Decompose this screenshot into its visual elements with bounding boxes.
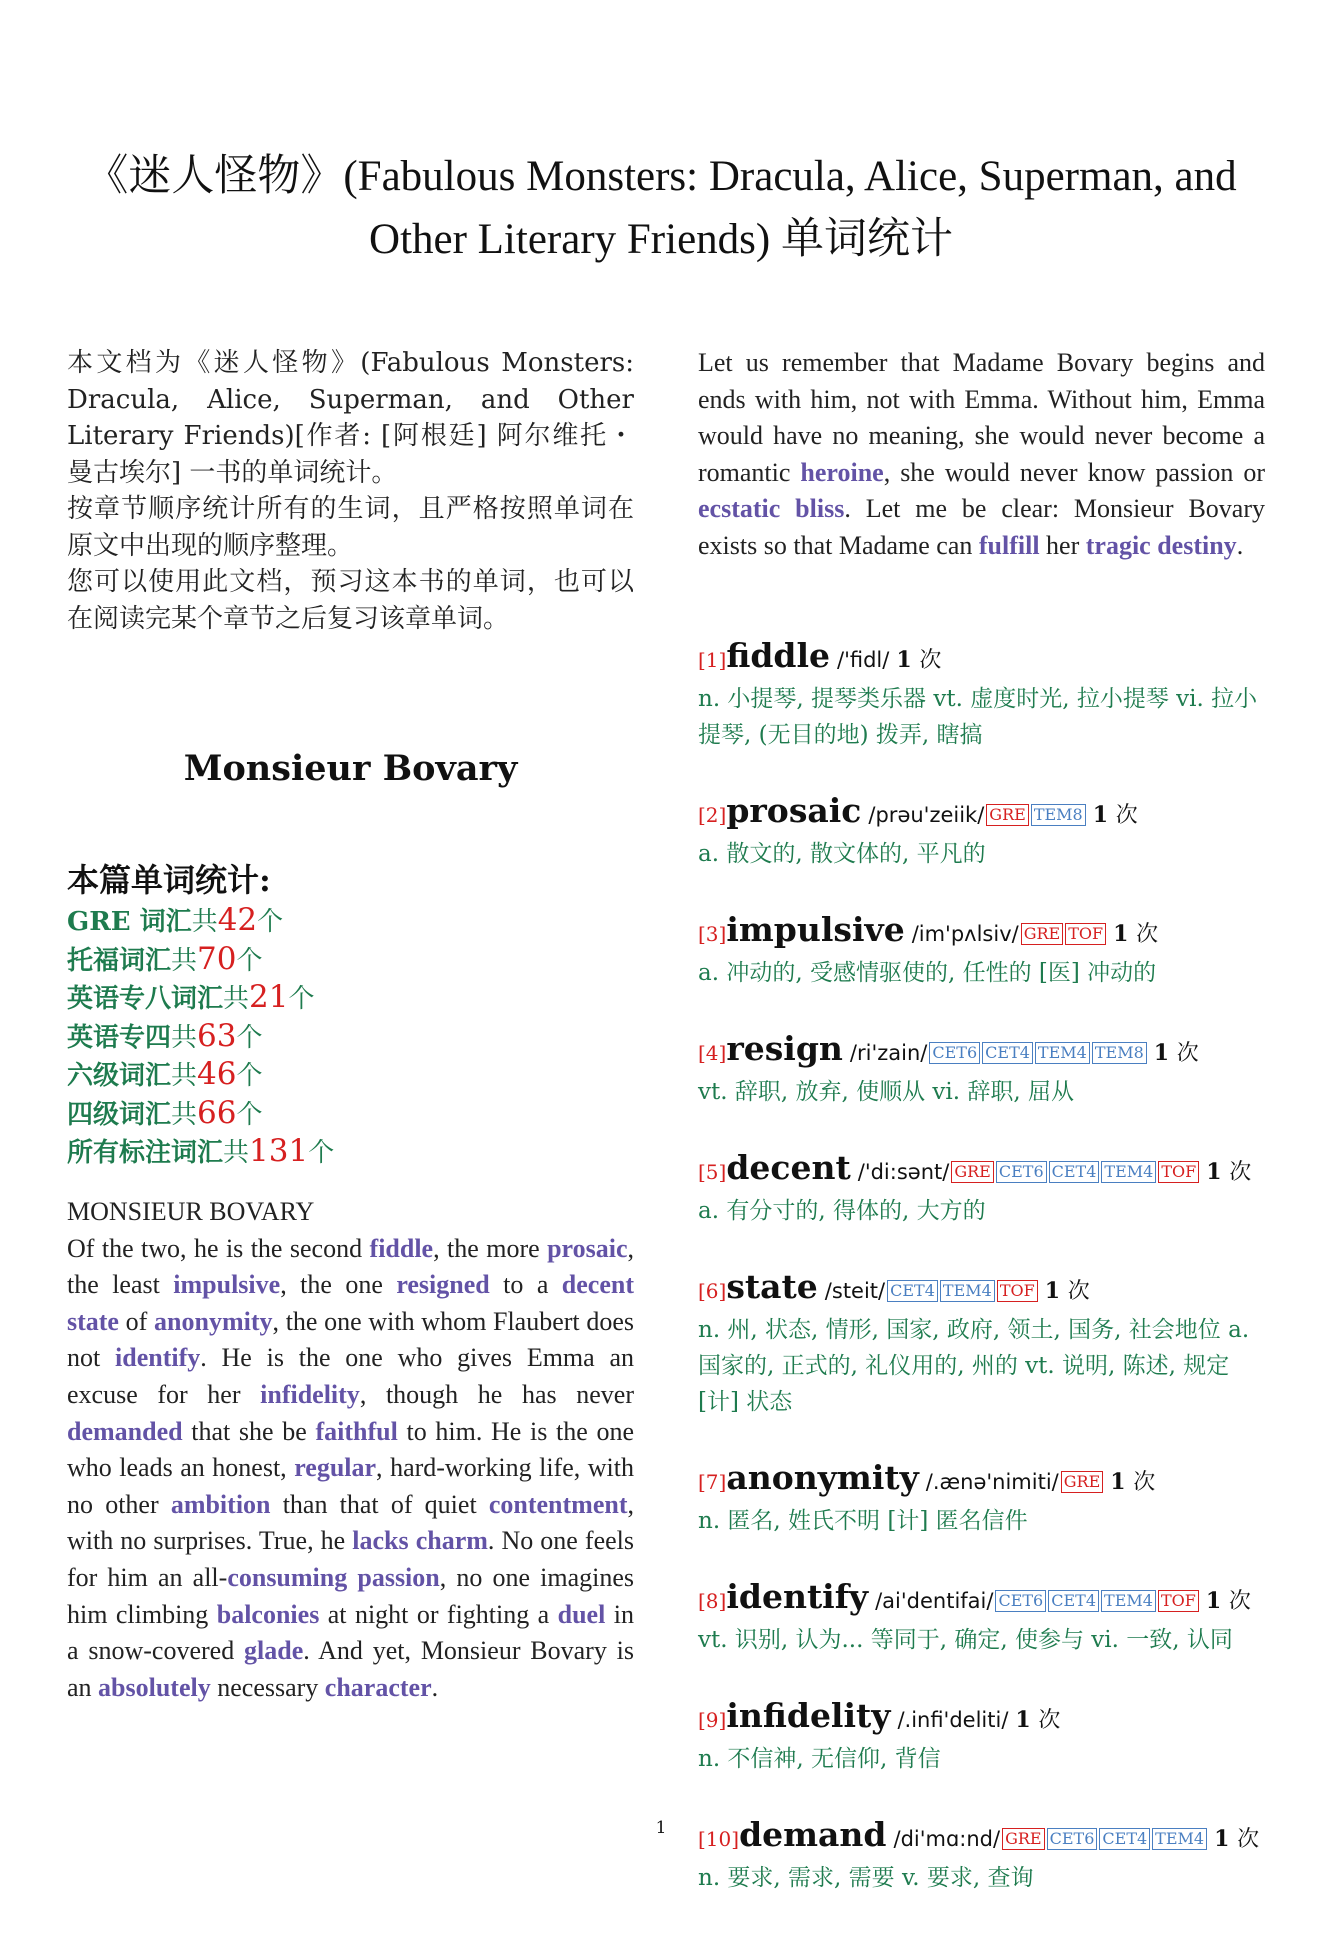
- document-title: 《迷人怪物》(Fabulous Monsters: Dracula, Alice, Superman, and Other Literary Friends) 单词统计: [85, 153, 1237, 263]
- level-tag: GRE: [986, 804, 1029, 826]
- level-tag: CET4: [982, 1042, 1033, 1064]
- page-number: 1: [655, 1818, 667, 1838]
- count-number: 1: [1110, 1469, 1126, 1495]
- level-tag: CET4: [887, 1280, 938, 1302]
- entry-index: [9]: [698, 1708, 727, 1732]
- stat-unit: 个: [288, 984, 315, 1014]
- entry-definition: n. 州, 状态, 情形, 国家, 政府, 领土, 国务, 社会地位 a. 国家的, 正式的, 礼仪用的, 州的 vt. 说明, 陈述, 规定 [计] 状态: [698, 1317, 1250, 1415]
- entry-phonetic: /ai'dentifai/: [875, 1589, 994, 1613]
- entry-word: decent: [726, 1148, 851, 1187]
- stat-label: 英语专八词汇: [67, 984, 224, 1014]
- passage-body: Of the two, he is the second fiddle, the more prosaic, the least impulsive, the one resigned to a decent state of anonymity, the one with whom Flaubert does not identify. He is the one who gives Emma an excuse for her infidelity, though he has never demanded that she be faithful to him. He is the one who leads an honest, regular, hard-working life, with no other ambition than that of quiet contentment, with no surprises. True, he lacks charm. No one feels for him an all-consuming passion, no one imagines him climbing balconies at night or fighting a duel in a snow-covered glade. And yet, Monsieur Bovary is an absolutely necessary character.: [67, 1233, 635, 1702]
- entry-index: [10]: [698, 1827, 740, 1851]
- entry-definition: vt. 识别, 认为... 等同于, 确定, 使参与 vi. 一致, 认同: [698, 1627, 1233, 1653]
- highlighted-word: charm: [415, 1526, 488, 1556]
- highlighted-word: contentment: [488, 1489, 628, 1519]
- entry-head: [698, 1267, 1265, 1312]
- stat-unit: 个: [236, 1099, 263, 1130]
- entry-phonetic: /.infi'deliti/: [897, 1708, 1009, 1732]
- entry-index: [7]: [698, 1470, 727, 1494]
- vocab-entry: [698, 1458, 1265, 1539]
- highlighted-word: infidelity: [260, 1379, 360, 1409]
- vocab-entry: [698, 1696, 1265, 1777]
- stat-label: 英语专四: [67, 1022, 172, 1053]
- highlighted-word: faithful: [315, 1416, 398, 1446]
- excerpt-paragraph: Let us remember that Madame Bovary begins and ends with him, not with Emma. Without him, Emma would have no meaning, she would never become a romantic heroine, she would never know passion or ecstatic bliss. Let me be clear: Monsieur Bovary exists so that Madame can fulfill her tragic destiny.: [698, 348, 1266, 560]
- intro-paragraph: 您可以使用此文档，预习这本书的单词，也可以在阅读完某个章节之后复习该章单词。: [67, 567, 634, 634]
- entry-index: [2]: [698, 803, 727, 827]
- entry-phonetic: /ri'zain/: [849, 1041, 928, 1065]
- entry-index: [4]: [698, 1041, 727, 1065]
- entry-word: resign: [726, 1029, 843, 1068]
- entry-definition: a. 有分寸的, 得体的, 大方的: [698, 1198, 986, 1224]
- entry-definition: vt. 辞职, 放弃, 使顺从 vi. 辞职, 屈从: [698, 1079, 1075, 1105]
- highlighted-word: anonymity: [154, 1306, 273, 1336]
- intro: [67, 345, 634, 637]
- stat-gong: 共: [223, 1138, 250, 1168]
- count-suffix: 次: [1176, 1041, 1199, 1066]
- stat-row: [67, 1018, 634, 1057]
- count-number: 1: [1206, 1159, 1222, 1185]
- highlighted-word: state: [67, 1306, 119, 1336]
- highlighted-word: character: [324, 1672, 432, 1702]
- entry-definition: n. 小提琴, 提琴类乐器 vt. 虚度时光, 拉小提琴 vi. 拉小提琴, (无目的地) 拨弄, 瞎搞: [698, 686, 1258, 748]
- entry-head: [698, 910, 1265, 955]
- highlighted-word: regular: [294, 1453, 377, 1483]
- stat-gong: 共: [171, 1099, 198, 1130]
- stat-unit: 个: [236, 945, 263, 976]
- entry-phonetic: /di'mɑ:nd/: [893, 1827, 1001, 1851]
- entry-head: [698, 636, 1265, 681]
- entry-count: [1113, 921, 1158, 947]
- highlighted-word: identify: [115, 1343, 201, 1373]
- level-tag: CET6: [1047, 1828, 1098, 1850]
- word-stats: [67, 858, 634, 1172]
- entry-head: [698, 791, 1265, 836]
- entry-count: [1110, 1469, 1155, 1495]
- vocab-entry: [698, 1148, 1265, 1229]
- entry-count: [1154, 1040, 1199, 1066]
- entry-word: prosaic: [726, 791, 862, 830]
- level-tag: TEM4: [1101, 1161, 1156, 1183]
- highlighted-word: heroine: [800, 457, 884, 487]
- stat-label: 四级词汇: [67, 1099, 172, 1130]
- level-tag: TEM8: [1031, 804, 1086, 826]
- highlighted-word: ecstatic: [698, 494, 781, 524]
- entry-head: [698, 1696, 1265, 1741]
- count-number: 1: [1214, 1826, 1230, 1852]
- stat-row: [67, 902, 634, 941]
- entry-word: fiddle: [726, 636, 831, 675]
- level-tag: TEM4: [1035, 1042, 1090, 1064]
- entry-index: [8]: [698, 1589, 727, 1613]
- chapter-title: Monsieur Bovary: [183, 748, 518, 789]
- highlighted-word: ambition: [170, 1489, 271, 1519]
- stat-label: 所有标注词汇: [67, 1138, 224, 1168]
- highlighted-word: glade: [244, 1636, 304, 1666]
- stat-gong: 共: [171, 1022, 198, 1053]
- entry-phonetic: /steit/: [824, 1279, 886, 1303]
- count-number: 1: [1092, 802, 1109, 828]
- entry-count: [1015, 1707, 1060, 1733]
- entry-word: anonymity: [726, 1458, 919, 1497]
- entry-definition: a. 冲动的, 受感情驱使的, 任性的 [医] 冲动的: [698, 960, 1157, 986]
- entry-phonetic: /.ænə'nimiti/: [925, 1470, 1059, 1494]
- entry-index: [5]: [698, 1160, 727, 1184]
- level-tag: TOF: [1158, 1161, 1199, 1183]
- stat-gong: 共: [171, 945, 198, 976]
- stat-count: 70: [197, 940, 237, 977]
- level-tag: TOF: [1065, 923, 1106, 945]
- highlighted-word: bliss: [795, 494, 845, 524]
- stat-row: [67, 1133, 634, 1172]
- entry-index: [1]: [698, 648, 727, 672]
- entry-count: [1206, 1159, 1251, 1185]
- vocab-entry: [698, 791, 1265, 872]
- level-tag: CET6: [996, 1161, 1047, 1183]
- stat-unit: 个: [236, 1022, 263, 1053]
- stat-count: 131: [249, 1133, 309, 1169]
- entry-phonetic: /'di:sənt/: [857, 1160, 950, 1184]
- count-suffix: 次: [1067, 1279, 1090, 1304]
- stat-gong: 共: [223, 984, 250, 1014]
- highlighted-word: lacks: [352, 1526, 409, 1556]
- level-tag: TEM4: [940, 1280, 995, 1302]
- level-tag: TEM8: [1092, 1042, 1147, 1064]
- entry-word: state: [726, 1267, 818, 1306]
- count-suffix: 次: [1038, 1708, 1061, 1733]
- count-suffix: 次: [1136, 922, 1159, 947]
- count-suffix: 次: [1115, 803, 1138, 828]
- entry-phonetic: /im'pʌlsiv/: [911, 922, 1019, 946]
- highlighted-word: duel: [557, 1599, 606, 1629]
- count-suffix: 次: [1228, 1589, 1251, 1614]
- stat-label: 托福词汇: [67, 945, 172, 976]
- entry-count: [1045, 1278, 1090, 1304]
- stat-count: 46: [197, 1056, 237, 1092]
- level-tag: CET4: [1099, 1828, 1150, 1850]
- level-tag: GRE: [1061, 1471, 1104, 1493]
- highlighted-word: consuming: [227, 1562, 348, 1592]
- entry-head: [698, 1029, 1265, 1074]
- stat-row: [67, 979, 634, 1018]
- count-number: 1: [1205, 1588, 1222, 1614]
- highlighted-word: destiny: [1157, 530, 1237, 560]
- stat-label: 六级词汇: [67, 1061, 172, 1091]
- count-number: 1: [896, 647, 912, 673]
- count-number: 1: [1044, 1278, 1061, 1304]
- stat-row: [67, 1056, 634, 1095]
- entry-word: identify: [726, 1577, 869, 1616]
- entry-head: [698, 1577, 1265, 1622]
- highlighted-word: resigned: [396, 1270, 490, 1300]
- entry-count: [896, 647, 941, 673]
- intro-paragraph: 本文档为《迷人怪物》(Fabulous Monsters: Dracula, Alice, Superman, and Other Literary Friends)[作者: [阿根廷] 阿尔维托・曼古埃尔] 一书的单词统计。: [67, 348, 634, 488]
- vocab-entry: [698, 1267, 1265, 1420]
- highlighted-word: passion: [357, 1562, 440, 1592]
- stat-count: 66: [197, 1094, 237, 1131]
- highlighted-word: fulfill: [978, 530, 1040, 560]
- highlighted-word: balconies: [216, 1599, 320, 1629]
- stat-unit: 个: [236, 1061, 263, 1091]
- count-suffix: 次: [1133, 1470, 1156, 1495]
- level-tag: TEM4: [1101, 1590, 1156, 1612]
- level-tag: CET6: [929, 1042, 980, 1064]
- vocabulary-list: [698, 636, 1265, 1934]
- excerpt-column: [698, 345, 1265, 565]
- count-number: 1: [1153, 1040, 1170, 1066]
- stat-count: 21: [249, 979, 289, 1015]
- entry-head: [698, 1458, 1265, 1503]
- highlighted-word: tragic: [1085, 530, 1151, 560]
- stat-row: [67, 941, 634, 980]
- count-suffix: 次: [1229, 1160, 1252, 1185]
- count-suffix: 次: [919, 648, 942, 673]
- highlighted-word: prosaic: [547, 1233, 628, 1263]
- entry-index: [6]: [698, 1279, 727, 1303]
- entry-head: [698, 1148, 1265, 1193]
- level-tag: TEM4: [1152, 1828, 1207, 1850]
- stat-label: GRE 词汇: [67, 907, 192, 937]
- entry-word: demand: [739, 1815, 887, 1854]
- entry-index: [3]: [698, 922, 727, 946]
- highlighted-word: demanded: [67, 1416, 183, 1446]
- entry-definition: a. 散文的, 散文体的, 平凡的: [698, 841, 986, 867]
- entry-word: impulsive: [726, 910, 905, 949]
- entry-definition: n. 要求, 需求, 需要 v. 要求, 查询: [698, 1865, 1034, 1891]
- level-tag: GRE: [1021, 923, 1064, 945]
- entry-word: infidelity: [726, 1696, 891, 1735]
- stat-gong: 共: [191, 907, 218, 937]
- level-tag: GRE: [951, 1161, 994, 1183]
- level-tag: TOF: [997, 1280, 1038, 1302]
- passage-heading: MONSIEUR BOVARY: [67, 1197, 315, 1226]
- highlighted-word: impulsive: [173, 1270, 281, 1300]
- stat-gong: 共: [171, 1061, 198, 1091]
- entry-count: [1093, 802, 1138, 828]
- stat-count: 42: [217, 902, 258, 938]
- count-suffix: 次: [1237, 1827, 1260, 1852]
- highlighted-word: fiddle: [369, 1233, 434, 1263]
- level-tag: CET4: [1048, 1590, 1099, 1612]
- intro-paragraph: 按章节顺序统计所有的生词，且严格按照单词在原文中出现的顺序整理。: [67, 494, 634, 561]
- stat-unit: 个: [257, 907, 284, 937]
- level-tag: GRE: [1002, 1828, 1045, 1850]
- entry-count: [1206, 1588, 1251, 1614]
- chapter-passage: [67, 1194, 634, 1706]
- level-tag: TOF: [1158, 1590, 1199, 1612]
- level-tag: CET6: [995, 1590, 1046, 1612]
- entry-definition: n. 匿名, 姓氏不明 [计] 匿名信件: [698, 1508, 1028, 1534]
- entry-phonetic: /prəu'zeiik/: [868, 803, 985, 827]
- vocab-entry: [698, 910, 1265, 991]
- entry-phonetic: /'fidl/: [837, 648, 890, 672]
- count-number: 1: [1113, 921, 1129, 947]
- vocab-entry: [698, 1029, 1265, 1110]
- stat-unit: 个: [308, 1138, 335, 1168]
- stat-row: [67, 1095, 634, 1134]
- count-number: 1: [1015, 1707, 1031, 1733]
- stats-heading: 本篇单词统计:: [67, 861, 271, 899]
- level-tag: CET4: [1049, 1161, 1100, 1183]
- highlighted-word: absolutely: [98, 1672, 211, 1702]
- vocab-entry: [698, 1577, 1265, 1658]
- highlighted-word: decent: [561, 1270, 634, 1300]
- stat-count: 63: [197, 1017, 237, 1054]
- entry-definition: n. 不信神, 无信仰, 背信: [698, 1746, 941, 1772]
- stats-list: [67, 902, 634, 1172]
- vocab-entry: [698, 636, 1265, 753]
